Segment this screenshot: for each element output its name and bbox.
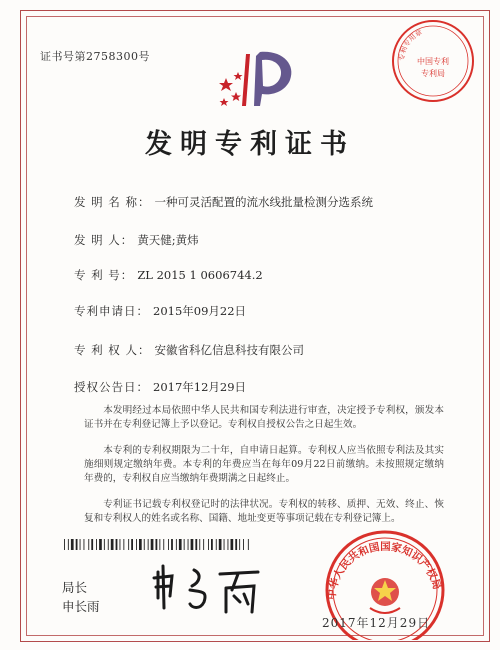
sipo-logo-icon — [216, 48, 298, 110]
field-inventor — [74, 232, 199, 248]
barcode-bar — [203, 539, 204, 550]
paragraph: 本发明经过本局依照中华人民共和国专利法进行审查，决定授予专利权，颁发本证书并在专利登记簿上予以登记。专利权自授权公告之日起生效。 — [84, 405, 444, 430]
director-signature — [150, 560, 270, 620]
field-value: 2017年12月29日 — [153, 380, 247, 394]
barcode-bar — [139, 539, 142, 550]
barcode-bar — [136, 539, 137, 550]
certificate-number: 证书号第2758300号 — [40, 50, 150, 63]
barcode-bar — [188, 539, 189, 550]
barcode-bar — [179, 539, 182, 550]
barcode-bar — [80, 539, 81, 550]
field-label: 专 利 权 人： — [74, 343, 151, 357]
field-patentee — [74, 342, 304, 358]
barcode-bar — [239, 539, 240, 550]
barcode-bar — [171, 539, 173, 550]
barcode-bar — [123, 539, 124, 550]
field-value: 黄天健;黄炜 — [137, 233, 199, 247]
barcode-bar — [151, 539, 154, 550]
field-label: 发 明 名 称： — [74, 195, 151, 209]
barcode-bar — [168, 539, 169, 550]
director-title: 局长 — [62, 580, 88, 595]
barcode — [64, 539, 250, 550]
field-label: 专利申请日： — [74, 304, 149, 318]
barcode-bar — [96, 539, 97, 550]
barcode-bar — [116, 539, 118, 550]
seal-date: 2017年12月29日 — [322, 616, 431, 630]
field-value: 安徽省科亿信息科技有限公司 — [154, 343, 304, 357]
barcode-bar — [163, 539, 164, 550]
field-grant-date — [74, 379, 246, 395]
barcode-bar — [228, 539, 229, 550]
patent-office-stamp — [390, 18, 476, 104]
stamp-line2: 中国专利 — [417, 57, 449, 66]
director-name: 申长雨 — [62, 599, 100, 614]
barcode-bar — [99, 539, 102, 550]
barcode-bar — [108, 539, 109, 550]
barcode-bar — [68, 539, 69, 550]
barcode-bar — [64, 539, 65, 550]
barcode-bar — [88, 539, 89, 550]
barcode-bar — [176, 539, 177, 550]
barcode-bar — [104, 539, 105, 550]
document-title: 发明专利证书 — [145, 129, 355, 160]
barcode-bar — [156, 539, 158, 550]
field-value: ZL 2015 1 0606744.2 — [137, 268, 263, 282]
barcode-bar — [128, 539, 129, 550]
barcode-bar — [120, 539, 121, 550]
barcode-bar — [111, 539, 114, 550]
barcode-bar — [159, 539, 160, 550]
barcode-bar — [84, 539, 85, 550]
barcode-bar — [131, 539, 133, 550]
paragraph: 专利证书记载专利权登记时的法律状况。专利权的转移、质押、无效、终止、恢复和专利权人的姓名或名称、国籍、地址变更等事项记载在专利登记簿上。 — [84, 499, 444, 524]
barcode-bar — [248, 539, 249, 550]
field-value: 2015年09月22日 — [153, 304, 247, 318]
barcode-bar — [224, 539, 225, 550]
field-invention-name — [74, 194, 373, 210]
barcode-bar — [208, 539, 209, 550]
field-label: 授权公告日： — [74, 380, 149, 394]
stamp-arc-text: 专利专用章 — [397, 28, 424, 62]
barcode-bar — [71, 539, 74, 550]
barcode-bar — [76, 539, 78, 550]
stamp-line3: 专利局 — [421, 69, 445, 78]
field-value: 一种可灵活配置的流水线批量检测分选系统 — [154, 195, 373, 209]
field-label: 发 明 人： — [74, 233, 134, 247]
body-text — [84, 404, 444, 538]
barcode-bar — [191, 539, 194, 550]
barcode-bar — [199, 539, 200, 550]
barcode-bar — [219, 539, 222, 550]
field-application-date — [74, 303, 246, 319]
seal-arc-text: 中华人民共和国国家知识产权局 — [325, 540, 443, 601]
barcode-bar — [195, 539, 197, 550]
barcode-bar — [148, 539, 149, 550]
paragraph: 本专利的专利权期限为二十年，自申请日起算。专利权人应当依照专利法及其实施细则规定缴纳年费。本专利的年费应当在每年09月22日前缴纳。未按照规定缴纳年费的，专利权自应当缴纳年费期满之日起终止。 — [84, 445, 444, 484]
barcode-bar — [211, 539, 213, 550]
barcode-bar — [235, 539, 237, 550]
barcode-bar — [231, 539, 234, 550]
barcode-bar — [216, 539, 217, 550]
barcode-bar — [144, 539, 145, 550]
barcode-bar — [243, 539, 244, 550]
barcode-bar — [184, 539, 185, 550]
field-label: 专 利 号： — [74, 268, 134, 282]
barcode-bar — [91, 539, 93, 550]
field-patent-number — [74, 267, 263, 283]
